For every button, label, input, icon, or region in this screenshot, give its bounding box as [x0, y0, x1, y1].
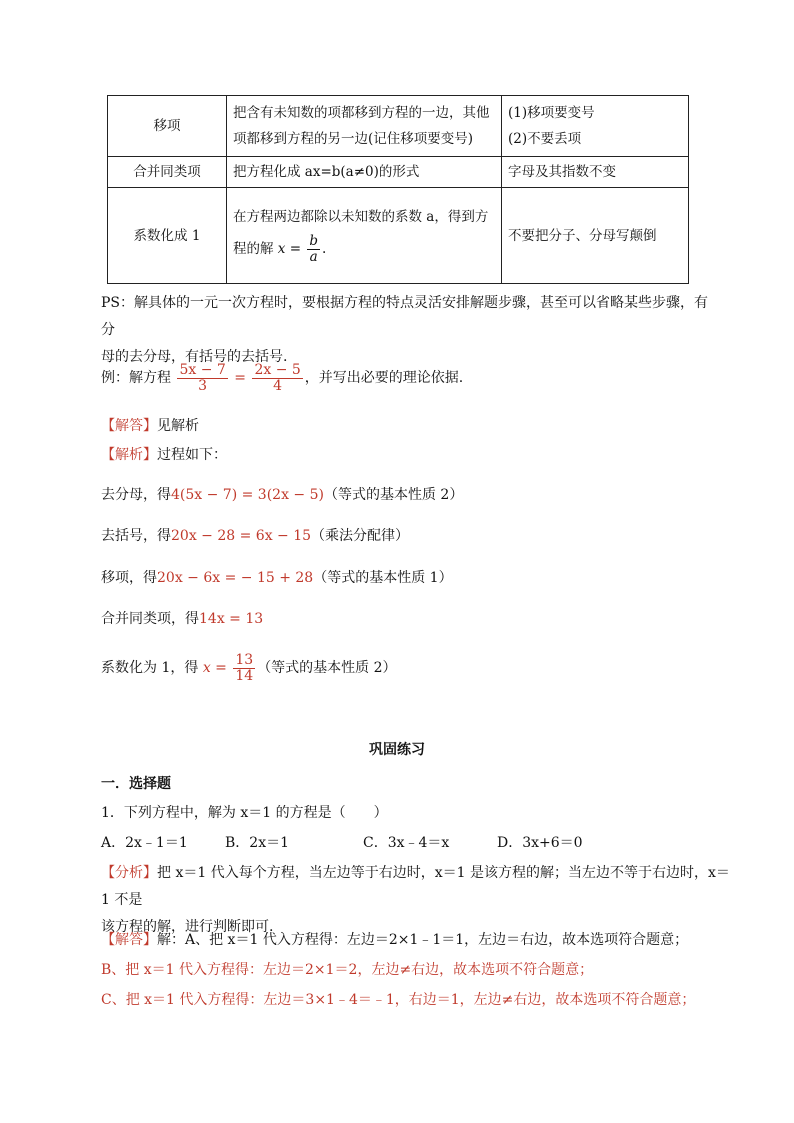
- analysis-tag: 【解析】: [101, 447, 157, 463]
- table-row: [108, 188, 689, 284]
- step-name-cell: 移项: [108, 96, 227, 157]
- step-name-cell: 合并同类项: [108, 157, 227, 188]
- math-fraction: [307, 234, 320, 263]
- answer-tag: 【解答】: [101, 418, 157, 434]
- analysis-text: 过程如下：: [157, 447, 227, 463]
- answer-text: 解：A、把 x＝1 代入方程得：左边＝2×1﹣1＝1，左边＝右边，故本选项符合题意；: [157, 932, 689, 948]
- step-reason: （等式的基本性质 2）: [257, 660, 397, 676]
- method-cell: 把方程化成 ax=b(a≠0)的形式: [227, 157, 502, 188]
- solution-step: [101, 525, 409, 545]
- analysis-text: 该方程的解，进行判断即可.: [101, 919, 274, 935]
- step-reason: （等式的基本性质 2）: [323, 487, 464, 503]
- step-math: 20x − 6x = − 15 + 28: [157, 570, 314, 586]
- step-math: 4(5x − 7) = 3(2x − 5): [171, 487, 324, 503]
- note-line: (2)不要丢项: [508, 131, 582, 147]
- option-d[interactable]: D．3x+6＝0: [497, 835, 583, 851]
- example-suffix: ，并写出必要的理论依据.: [304, 370, 464, 386]
- answer-text: 见解析: [157, 418, 199, 434]
- math-equals: =: [234, 370, 246, 386]
- step-label: 系数化为 1，得: [101, 660, 199, 676]
- method-text: .: [321, 240, 327, 257]
- method-cell: [227, 188, 502, 284]
- answer-line: [101, 415, 199, 435]
- fraction-numerator: 5x − 7: [179, 361, 226, 378]
- math-fraction: [177, 363, 227, 393]
- note-cell: [502, 96, 689, 157]
- math-variable: x: [277, 240, 286, 257]
- fraction-denominator: a: [309, 248, 318, 265]
- solution-step-final: [101, 648, 397, 688]
- practice-title: 巩固练习: [369, 742, 425, 758]
- method-line: 项都移到方程的另一边(记住移项要变号): [233, 131, 474, 147]
- step-label: 去括号，得: [101, 528, 171, 544]
- analysis-tag: 【分析】: [101, 865, 157, 881]
- step-reason: （乘法分配律）: [311, 528, 410, 544]
- step-label: 移项，得: [101, 570, 157, 586]
- option-b[interactable]: B．2x＝1: [225, 835, 289, 851]
- method-line: [233, 230, 495, 268]
- table-row: [108, 157, 689, 188]
- step-reason: （等式的基本性质 1）: [313, 570, 453, 586]
- section-heading: 一．选择题: [101, 776, 171, 792]
- fraction-numerator: 2x − 5: [254, 361, 301, 378]
- solution-step: [101, 608, 263, 628]
- step-math: 20x − 28 = 6x − 15: [171, 528, 312, 544]
- answer-line: [101, 925, 731, 955]
- solution-steps-table: [107, 95, 689, 284]
- solution-step: [101, 484, 463, 504]
- question-stem: 1．下列方程中，解为 x＝1 的方程是（ ）: [101, 805, 388, 821]
- math-fraction: [252, 363, 302, 393]
- method-cell: [227, 96, 502, 157]
- question-answer: [101, 925, 731, 1015]
- step-label: 去分母，得: [101, 487, 171, 503]
- note-cell: 不要把分子、分母写颠倒: [502, 188, 689, 284]
- note-line: (1)移项要变号: [508, 105, 595, 121]
- answer-tag: 【解答】: [101, 932, 157, 948]
- method-text: 程的解: [233, 240, 274, 257]
- fraction-denominator: 14: [235, 667, 254, 684]
- fraction-denominator: 3: [198, 377, 208, 394]
- example-prefix: 例：解方程: [101, 370, 171, 386]
- method-line: 在方程两边都除以未知数的系数 a，得到方: [233, 208, 489, 225]
- solution-step: [101, 567, 453, 587]
- math-equals: =: [215, 660, 227, 676]
- ps-line: 母的去分母，有括号的去括号.: [101, 349, 288, 365]
- step-name-cell: 系数化成 1: [108, 188, 227, 284]
- table-row: [108, 96, 689, 157]
- option-a[interactable]: A．2x﹣1＝1: [101, 835, 188, 851]
- option-c[interactable]: C．3x﹣4＝x: [363, 835, 450, 851]
- analysis-line: [101, 860, 731, 914]
- note-cell: 字母及其指数不变: [502, 157, 689, 188]
- answer-text: C、把 x＝1 代入方程得：左边＝3×1﹣4＝﹣1，右边＝1，左边≠右边，故本选项不符合题意；: [101, 992, 696, 1008]
- analysis-line: [101, 444, 227, 464]
- answer-text: B、把 x＝1 代入方程得：左边＝2×1＝2，左边≠右边，故本选项不符合题意；: [101, 962, 594, 978]
- ps-line: PS：解具体的一元一次方程时，要根据方程的特点灵活安排解题步骤，甚至可以省略某些步骤，有分: [101, 295, 709, 338]
- step-math: 14x = 13: [199, 611, 264, 627]
- fraction-numerator: b: [309, 233, 318, 250]
- math-variable: x: [202, 660, 211, 676]
- math-fraction: [233, 653, 255, 683]
- method-line: 把含有未知数的项都移到方程的一边，其他: [233, 105, 490, 121]
- fraction-numerator: 13: [235, 651, 254, 668]
- math-equals: =: [289, 240, 302, 257]
- analysis-text: 把 x＝1 代入每个方程，当左边等于右边时，x＝1 是该方程的解；当左边不等于右边时，x＝1 不是: [101, 865, 730, 908]
- fraction-denominator: 4: [273, 377, 283, 394]
- step-label: 合并同类项，得: [101, 611, 199, 627]
- example-problem: [101, 358, 463, 398]
